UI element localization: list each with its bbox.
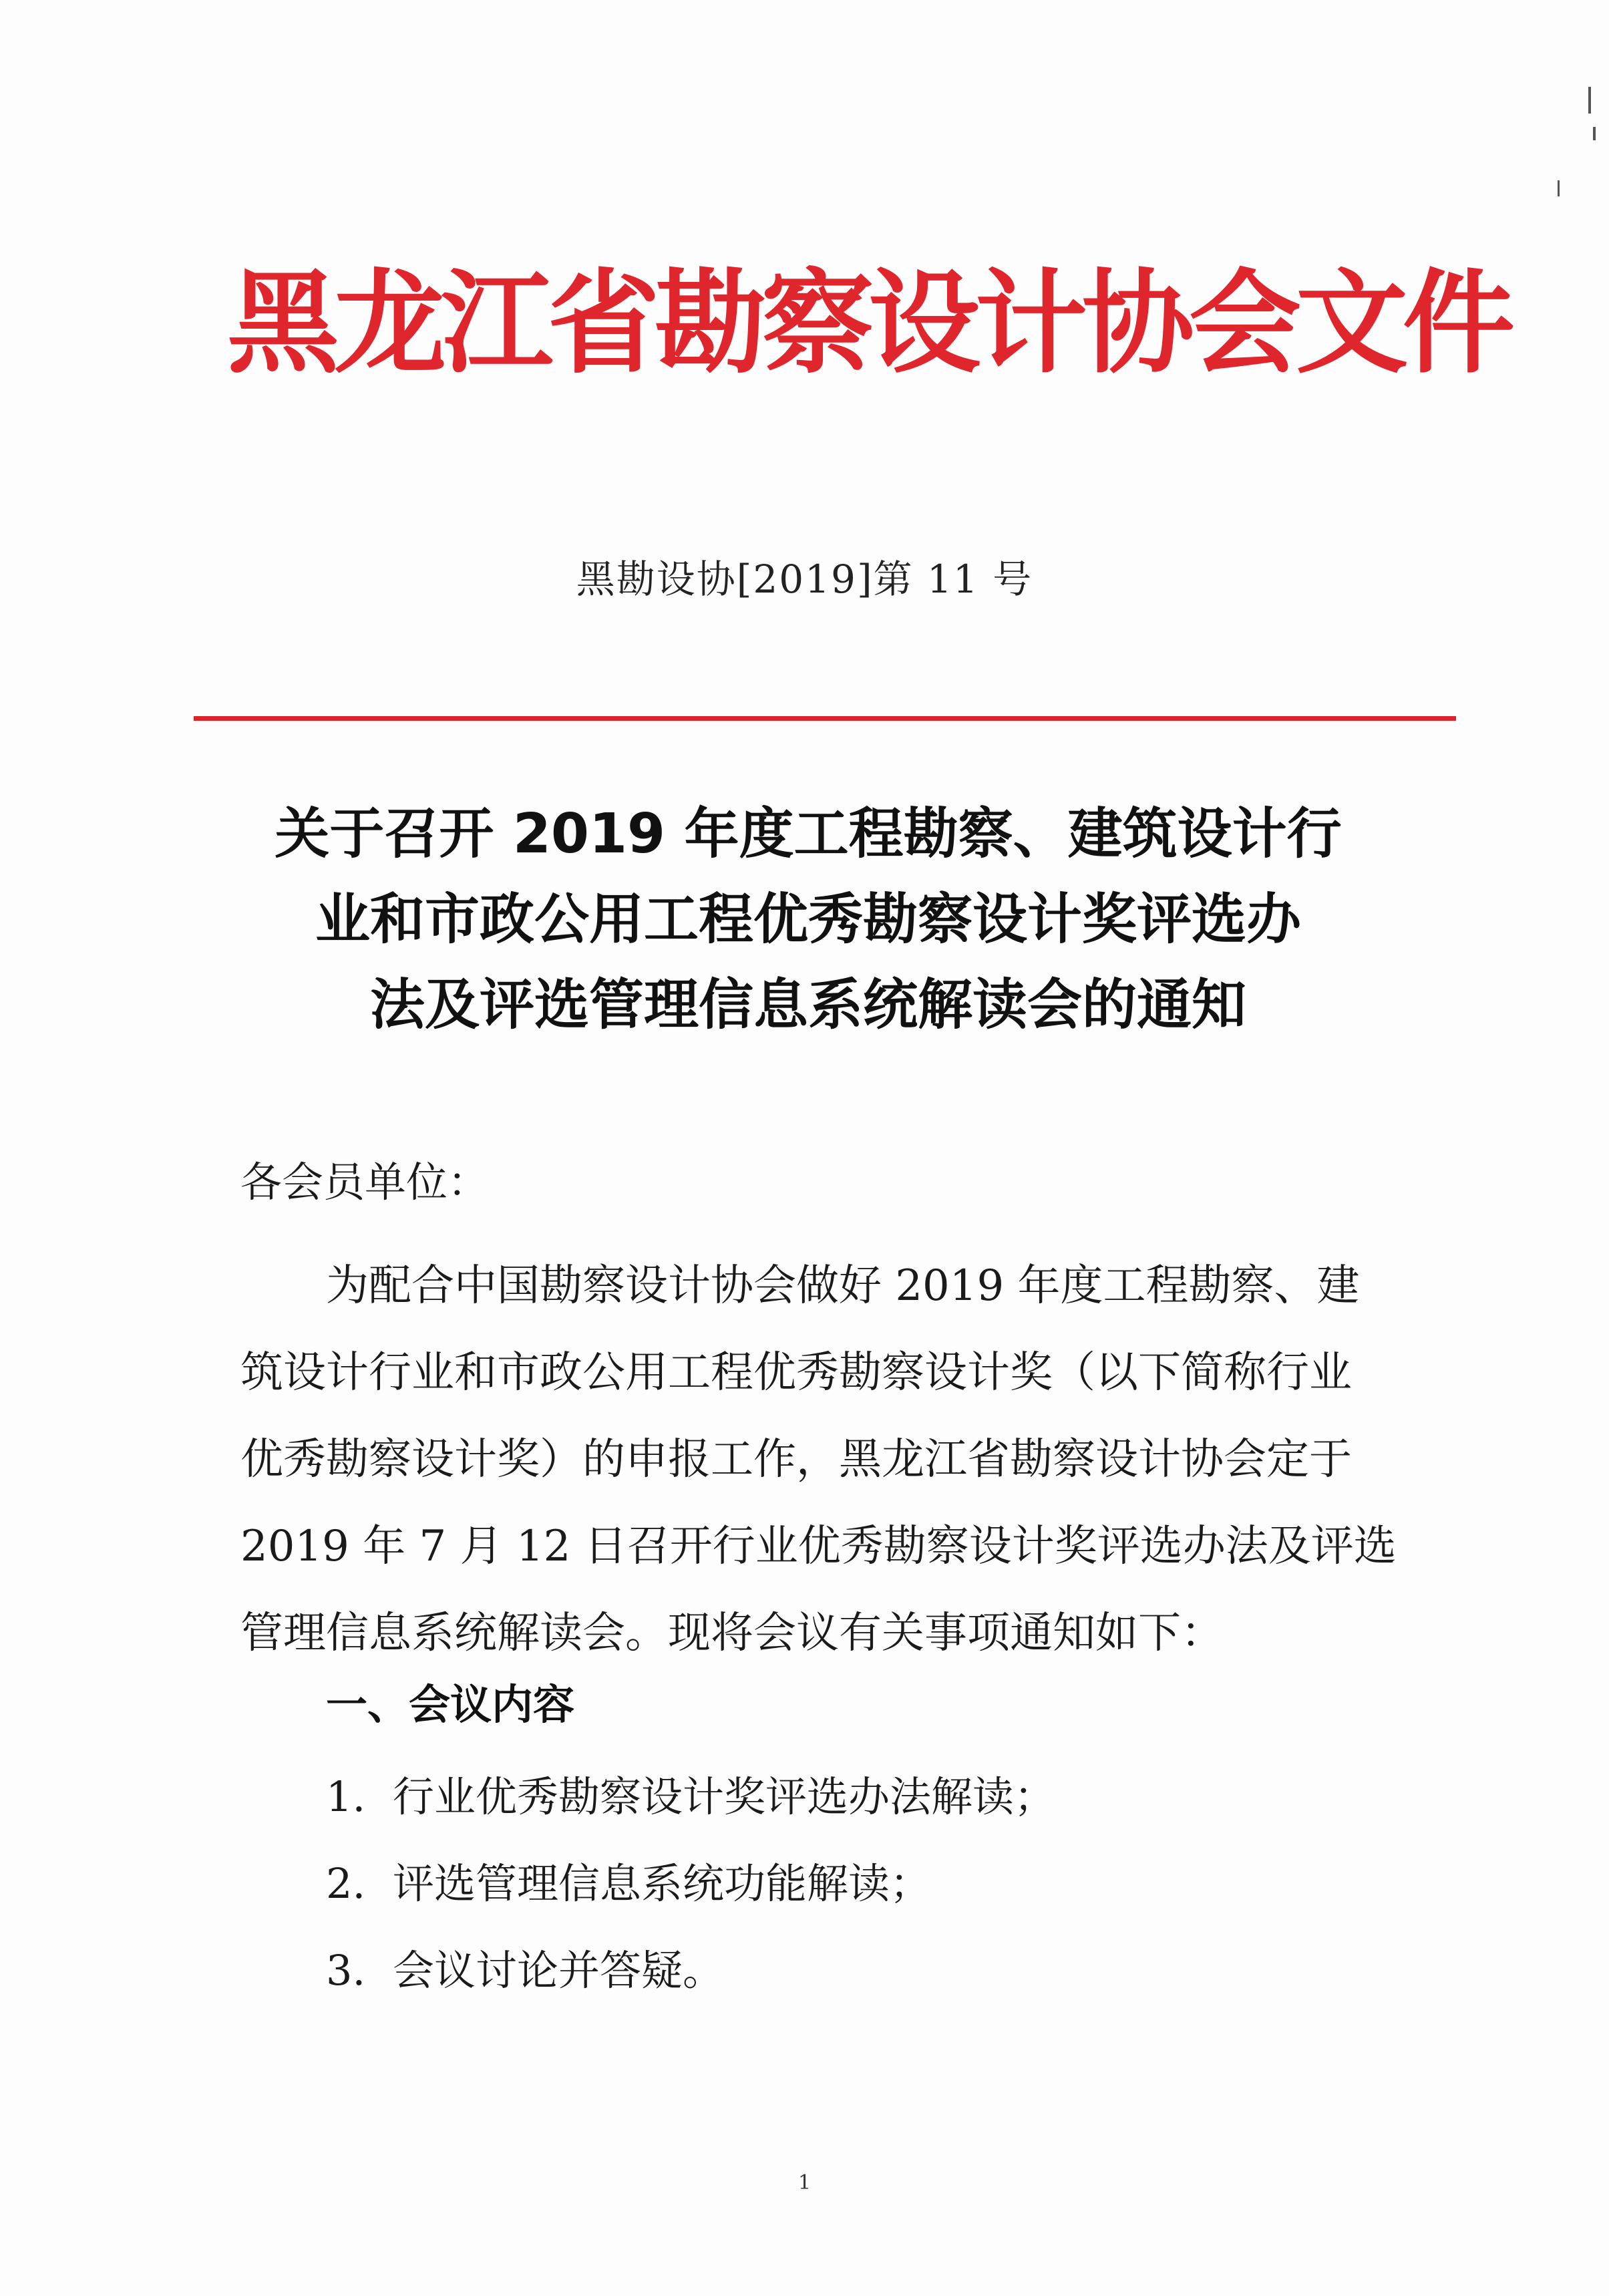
body-line: 2019 年 7 月 12 日召开行业优秀勘察设计奖评选办法及评选: [240, 1522, 1397, 1571]
list-item-text: 行业优秀勘察设计奖评选办法解读；: [393, 1772, 1056, 1821]
scan-artifact: [1593, 127, 1596, 140]
scan-artifact: [1558, 180, 1560, 196]
list-item-text: 评选管理信息系统功能解读；: [393, 1859, 932, 1908]
body-line: 管理信息系统解读会。现将会议有关事项通知如下：: [240, 1609, 1224, 1658]
red-divider-line: [194, 716, 1456, 721]
scan-artifact: [1588, 87, 1591, 114]
list-item-number: 1.: [326, 1772, 366, 1821]
body-line: 筑设计行业和市政公用工程优秀勘察设计奖（以下简称行业: [240, 1348, 1352, 1398]
list-item: [326, 1754, 1055, 1840]
salutation: 各会员单位：: [240, 1158, 490, 1206]
page-number: 1: [797, 2171, 812, 2194]
list-item-text: 会议讨论并答疑。: [393, 1946, 725, 1995]
list-item: [326, 1927, 1055, 2014]
section-heading: 一、会议内容: [326, 1680, 575, 1729]
list-item-number: 3.: [326, 1946, 366, 1995]
meeting-content-list: [326, 1754, 1055, 2014]
body-line: 优秀勘察设计奖）的申报工作，黑龙江省勘察设计协会定于: [240, 1435, 1352, 1484]
masthead-title: 黑龙江省勘察设计协会文件: [227, 258, 1509, 389]
notice-title-line: 关于召开 2019 年度工程勘察、建筑设计行: [275, 802, 1342, 866]
body-paragraph: [240, 1243, 1403, 1677]
notice-title: [220, 792, 1396, 1048]
notice-title-line: 法及评选管理信息系统解读会的通知: [369, 973, 1246, 1037]
notice-title-line: 业和市政公用工程优秀勘察设计奖评选办: [315, 888, 1301, 951]
document-number: 黑勘设协[2019]第 11 号: [576, 556, 1033, 602]
body-line: 为配合中国勘察设计协会做好 2019 年度工程勘察、建: [326, 1261, 1360, 1311]
list-item-number: 2.: [326, 1859, 366, 1908]
list-item: [326, 1840, 1055, 1927]
